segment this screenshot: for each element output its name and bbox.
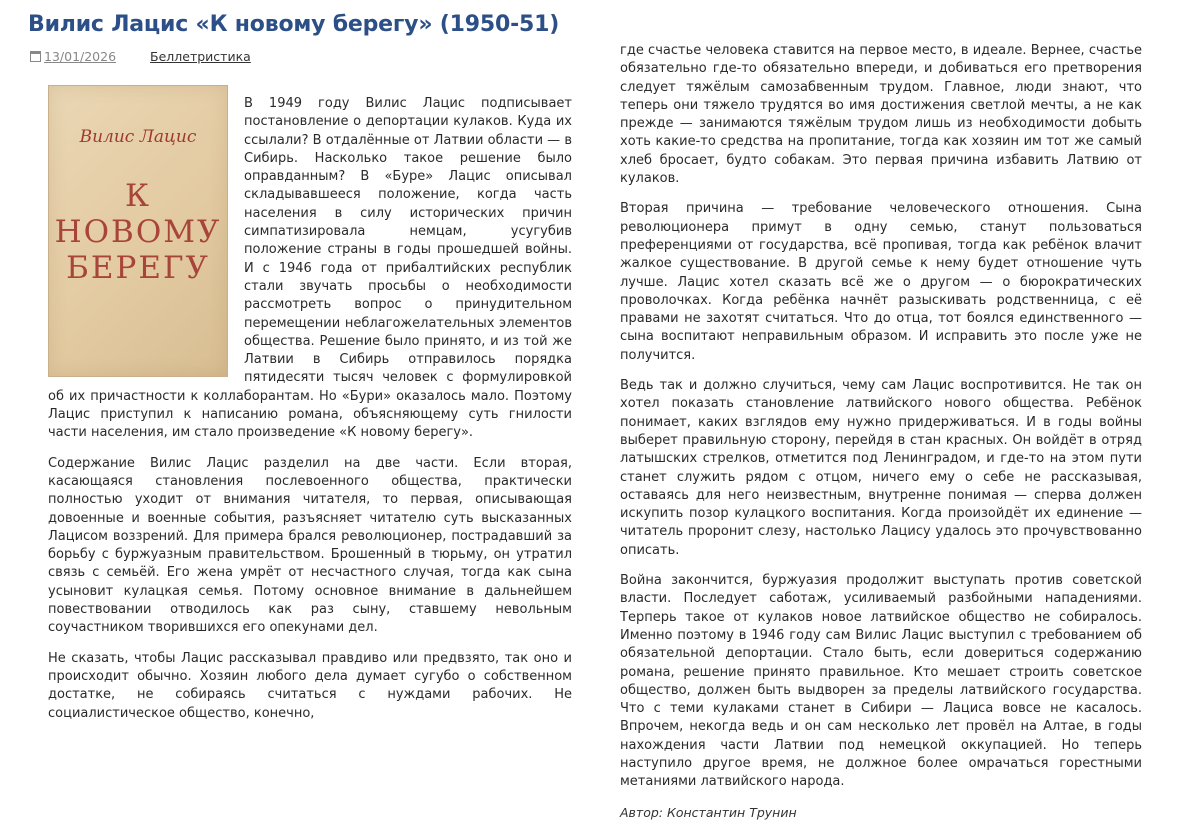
- cover-title: К НОВОМУ БЕРЕГУ: [54, 178, 222, 286]
- post-meta: [30, 49, 251, 64]
- book-cover-image: [48, 85, 228, 377]
- left-column: [48, 95, 572, 723]
- paragraph-1: [48, 95, 572, 443]
- paragraph-4: где счастье человека ставится на первое место, в идеале. Вернее, счастье обязательно где-то обязательно впереди, и добиваться его претворения следует тяжёлым самозабвенным трудом. Главное, люди знают, что теперь они тяжело трудятся во имя достижения светлой мечты, а не как прежде — занимаются тяжёлым трудом лишь из необходимости добыть хоть какие-то средства на пропитание, тогда как хозяин им тот же самый хлеб бросает, будто собакам. Это первая причина избавить Латвию от кулаков.: [620, 43, 1142, 187]
- paragraph-3: Не сказать, чтобы Лацис рассказывал правдиво или предвзято, так оно и происходит обычно. Хозяин любого дела думает сугубо о собственном достатке, не собираясь считаться с нуждами рабочих. Не социалистическое общество, конечно,: [48, 650, 572, 721]
- paragraph-6: Ведь так и должно случиться, чему сам Лацис воспротивится. Не так он хотел показать становление латвийского нового общества. Ребёнок понимает, каких взглядов ему нужно придерживаться. И в годы войны выберет правильную сторону, перейдя в стан красных. Он войдёт в отряд латышских стрелков, отметится под Ленинградом, и где-то на этом пути станет служить рядом с отцом, ничего ему о себе не рассказывая, оставаясь для него неизвестным, внутренне понимая — сперва должен искупить позор кулацкого воспитания. Когда произойдёт их единение — читатель проронит слезу, настолько Лацису удалось это прочувствованно описать.: [620, 378, 1142, 558]
- category-link[interactable]: Беллетристика: [150, 49, 251, 64]
- paragraph-7: Война закончится, буржуазия продолжит выступать против советской власти. Последует саботаж, усиливаемый разбойными нападениями. Терперь такое от кулаков новое латвийское общество не собиралось. Именно поэтому в 1946 году сам Вилис Лацис выступил с требованием об обязательной депортации. Стало быть, если довериться содержанию романа, решение принято правильное. Кто мешает строить советское общество, должен быть выдворен за пределы латвийского государства. Что с теми кулаками станет в Сибири — Лациса вовсе не касалось. Впрочем, некогда ведь и он сам несколько лет провёл на Алтае, в годы нахождения части Латвии под немецкой оккупацией. Но теперь наступило другое время, не должное более омрачаться горестными метаниями латвийского народа.: [620, 573, 1142, 790]
- calendar-icon: [30, 51, 41, 62]
- article-title: Вилис Лацис «К новому берегу» (1950-51): [28, 12, 560, 37]
- author-byline: Автор: Константин Трунин: [620, 804, 797, 820]
- right-column: [620, 42, 1142, 822]
- paragraph-5: Вторая причина — требование человеческого отношения. Сына революционера примут в одну семью, станут пользоваться преференциями от государства, всё пропивая, тогда как ребёнок влачит жалкое существование. В другой семье к нему будет отношение чуть лучше. Лацис хотел сказать всё же о другом — о бюрократических проволочках. Когда ребёнка начнёт разыскивать родственница, с её правами не захотят считаться. Что до отца, тот боялся единственного — сына воспитают неправильным образом. И исправить это после уже не получится.: [620, 201, 1142, 363]
- paragraph-1-text: В 1949 году Вилис Лацис подписывает постановление о депортации кулаков. Куда их ссылали? В отдалённые от Латвии области — в Сибирь. Насколько такое решение было оправданным? В «Буре» Лацис описывал складывавшееся положение, когда часть населения в силу исторических причин симпатизировала немцам, усугубив положение страны в годы прошедшей войны. И с 1946 года от прибалтийских республик стали звучать просьбы о необходимости рассмотреть вопрос о принудительном перемещении неблагожелательных элементов общества. Решение было принято, и из той же Латвии в Сибирь отправилось порядка пятидесяти тысяч человек с формулировкой об их причастности к коллаборантам. Но «Бури» оказалось мало. Поэтому Лацис приступил к написанию романа, объясняющему суть гнилости части населения, им стало произведение «К новому берегу».: [48, 96, 572, 441]
- post-date-link[interactable]: 13/01/2026: [44, 49, 117, 64]
- cover-author: Вилис Лацис: [79, 127, 197, 147]
- paragraph-2: Содержание Вилис Лацис разделил на две части. Если вторая, касающаяся становления послевоенного общества, практически полностью уходит от внимания читателя, то первая, описывающая довоенные и военные события, разъясняет читателю суть высказанных Лацисом воззрений. Для примера брался революционер, пострадавший за борьбу с буржуазным правительством. Брошенный в тюрьму, он утратил связь с семьёй. Его жена умрёт от несчастного случая, тогда как сына усыновит кулацкая семья. Потому основное внимание в дальнейшем повествовании отводилось как раз сыну, ставшему невольным соучастником творившихся его опекунами дел.: [48, 455, 572, 636]
